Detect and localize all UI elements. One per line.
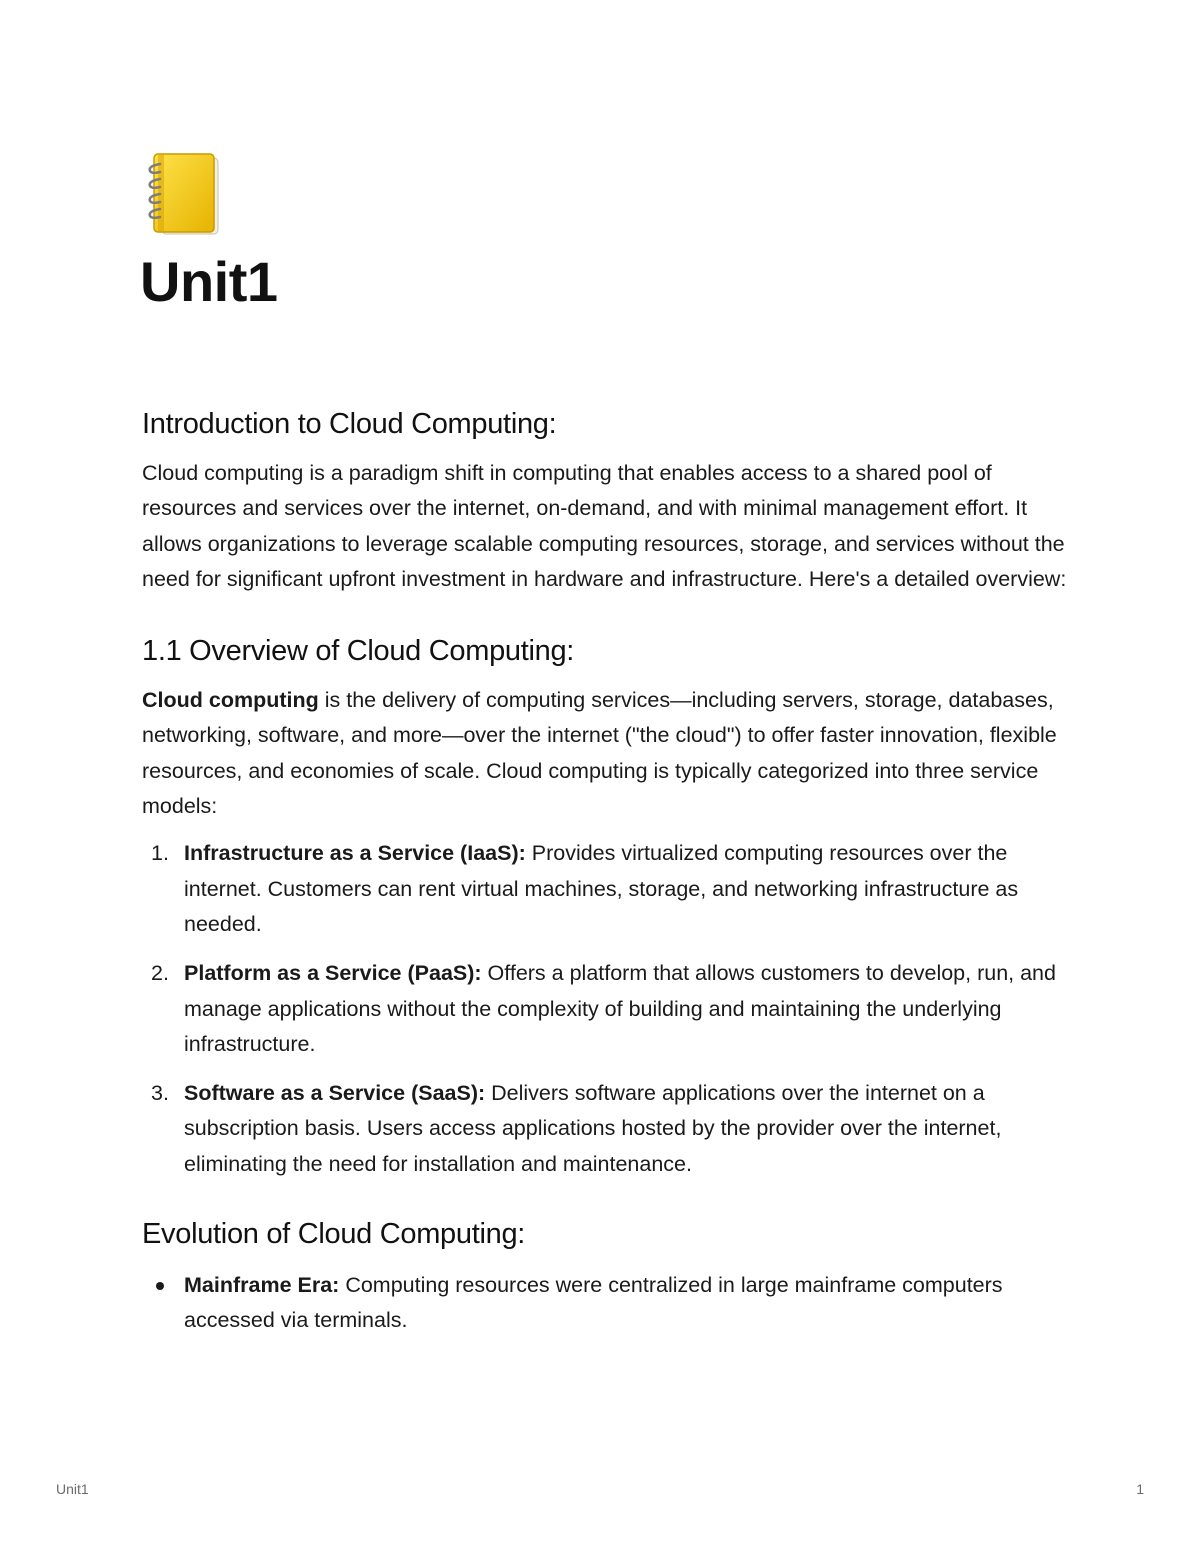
list-item-description: Computing resources were centralized in large mainframe computers accessed via terminals. (184, 1273, 1003, 1333)
bullet-icon (156, 1282, 164, 1290)
list-item-description: Offers a platform that allows customers to develop, run, and manage applications without the complexity of building and maintaining the underlying infrastructure. (184, 961, 1056, 1056)
intro-heading: Introduction to Cloud Computing: (142, 408, 557, 440)
footer-title: Unit1 (56, 1481, 89, 1497)
list-item (142, 1076, 1072, 1182)
footer-page-number: 1 (1136, 1481, 1144, 1497)
list-item-term: Infrastructure as a Service (IaaS): (184, 841, 526, 866)
list-item-term: Software as a Service (SaaS): (184, 1081, 486, 1106)
overview-text: is the delivery of computing services—including servers, storage, databases, networking, software, and more—over the internet ("the cloud") to offer faster innovation, flexible resources, and economies of scale. Cloud computing is typically categorized into three service models: (142, 688, 1057, 819)
list-item-term: Platform as a Service (PaaS): (184, 961, 482, 986)
page-content (142, 150, 1072, 1339)
service-models-list (142, 836, 1072, 1182)
evolution-heading: Evolution of Cloud Computing: (142, 1218, 526, 1251)
list-item-description: Provides virtualized computing resources over the internet. Customers can rent virtual machines, storage, and networking infrastructure as needed. (184, 841, 1019, 936)
list-item-description: Delivers software applications over the internet on a subscription basis. Users access applications hosted by the provider over the internet, eliminating the need for installation and maintenance. (184, 1081, 1002, 1176)
list-number: 3. (151, 1081, 169, 1106)
list-item (142, 1268, 1072, 1339)
list-item (142, 956, 1072, 1062)
intro-paragraph: Cloud computing is a paradigm shift in computing that enables access to a shared pool of resources and services over the internet, on-demand, and with minimal management effort. It allows organizations to leverage scalable computing resources, storage, and services without the need for significant upfront investment in hardware and infrastructure. Here's a detailed overview: (142, 461, 1067, 591)
list-number: 2. (151, 961, 169, 986)
page-title: Unit1 (140, 250, 278, 313)
list-item-term: Mainframe Era: (184, 1273, 340, 1298)
evolution-list (142, 1268, 1072, 1339)
overview-paragraph (142, 683, 1072, 824)
overview-heading: 1.1 Overview of Cloud Computing: (142, 635, 575, 668)
list-number: 1. (151, 841, 169, 866)
notebook-icon (142, 150, 222, 238)
list-item (142, 836, 1072, 942)
overview-lead-term: Cloud computing (142, 688, 319, 713)
